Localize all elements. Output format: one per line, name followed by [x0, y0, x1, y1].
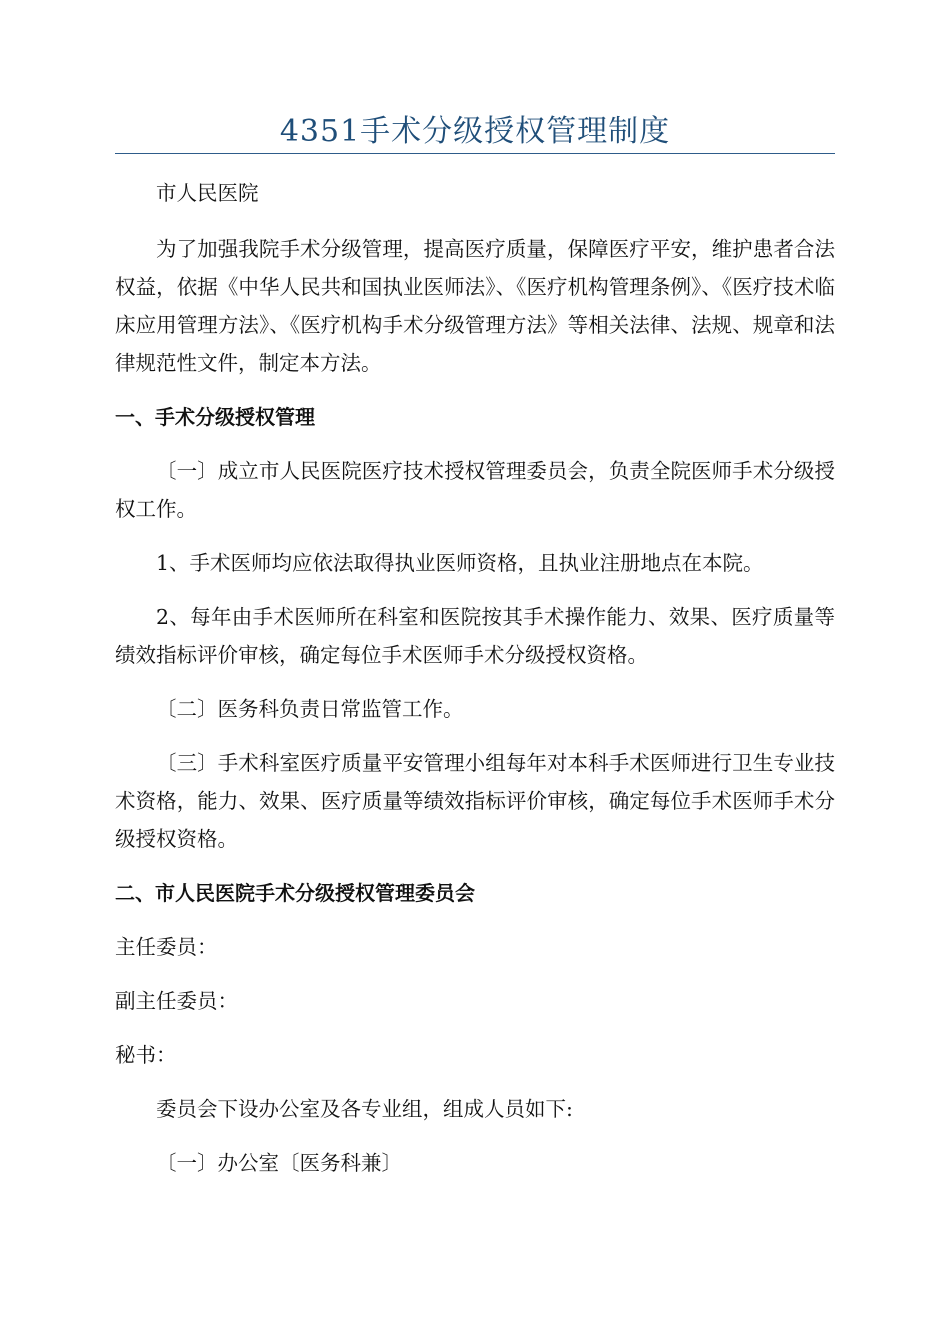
- section-2-heading: 二、市人民医院手术分级授权管理委员会: [115, 881, 475, 905]
- office-line: 〔一〕办公室〔医务科兼〕: [156, 1151, 402, 1175]
- section-1-item-2: 2、每年由手术医师所在科室和医院按其手术操作能力、效果、医疗质量等绩效指标评价审核，确定每位手术医师手术分级授权资格。: [115, 605, 835, 667]
- committee-note: 委员会下设办公室及各专业组，组成人员如下:: [156, 1097, 573, 1121]
- deputy-director-line: 副主任委员：: [115, 989, 238, 1013]
- title-underline: [115, 153, 835, 154]
- section-1-paragraph-2: 〔二〕医务科负责日常监管工作。: [156, 697, 464, 721]
- section-1-heading: 一、手术分级授权管理: [115, 405, 315, 429]
- document-title: 4351手术分级授权管理制度: [279, 114, 671, 149]
- section-1-item-1: 1、手术医师均应依法取得执业医师资格，且执业注册地点在本院。: [156, 551, 764, 575]
- section-1-paragraph-1: 〔一〕成立市人民医院医疗技术授权管理委员会，负责全院医师手术分级授权工作。: [115, 459, 835, 521]
- secretary-line: 秘书：: [115, 1043, 177, 1067]
- intro-paragraph: 为了加强我院手术分级管理，提高医疗质量，保障医疗平安，维护患者合法权益，依据《中华人民共和国执业医师法》、《医疗机构管理条例》、《医疗技术临床应用管理方法》、《医疗机构手术分级管理方法》等相关法律、法规、规章和法律规范性文件，制定本方法。: [115, 237, 835, 375]
- director-line: 主任委员：: [115, 935, 218, 959]
- organization-line: 市人民医院: [156, 181, 259, 205]
- section-1-paragraph-3: 〔三〕手术科室医疗质量平安管理小组每年对本科手术医师进行卫生专业技术资格，能力、效果、医疗质量等绩效指标评价审核，确定每位手术医师手术分级授权资格。: [115, 751, 835, 851]
- document-body: [115, 174, 835, 1182]
